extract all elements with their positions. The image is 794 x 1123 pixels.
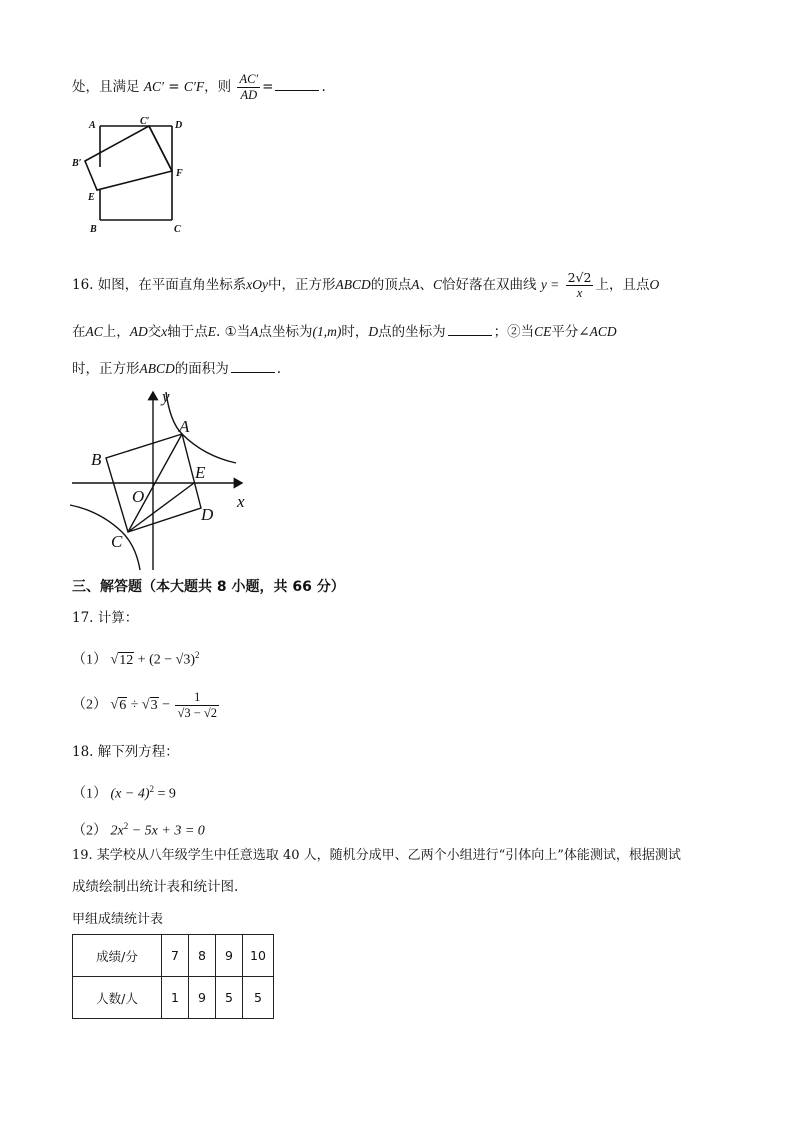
q16-text-1d: 恰好落在双曲线 [442, 277, 537, 293]
q16-text-1c: 的顶点 [370, 277, 412, 293]
q17-p2-div: ÷ [130, 697, 139, 713]
q16-coord: (1,m) [312, 324, 342, 339]
q16-hyperbola-upper [166, 392, 236, 463]
q16-x-axis: x [161, 324, 168, 339]
q15-label-B: B [90, 224, 97, 235]
q15-end: . [321, 79, 326, 95]
q16-point-a: A [411, 277, 420, 292]
q17-p2-label: （2） [72, 697, 107, 713]
q16-label-C: C [111, 532, 123, 551]
q15-fraction [237, 72, 260, 103]
q16-text-1a: 16. 如图，在平面直角坐标系 [72, 277, 247, 293]
q16-text-2e: . ①当 [216, 324, 251, 340]
sqrt-icon: √ [110, 652, 119, 668]
q16-label-E: E [195, 463, 206, 482]
q15-eq: = [262, 79, 274, 95]
q15-label-F: F [176, 168, 183, 179]
q17-p1-sqrt: 12 [119, 652, 134, 668]
q16-text-1b: 中，正方形 [268, 277, 336, 293]
q16-text-3c: . [276, 361, 282, 377]
q18-p2-label: （2） [72, 823, 107, 839]
q17-p1-plus: + [137, 652, 146, 668]
q15-label-E: E [88, 192, 95, 203]
table-cell: 5 [243, 977, 274, 1019]
q16-sep: 、 [419, 277, 433, 293]
q16-ce: CE [534, 324, 552, 339]
sqrt-icon: √ [110, 697, 119, 713]
q16-abcd2: ABCD [139, 361, 175, 376]
q16-point-d: D [368, 324, 379, 339]
q16-figure [66, 384, 266, 574]
table-cell: 1 [162, 977, 189, 1019]
table-cell: 9 [216, 935, 243, 977]
q15-answer-blank [275, 78, 319, 91]
q16-text-2b: 上， [102, 324, 130, 340]
q17-title: 17. 计算： [72, 610, 139, 626]
q16-text-2f: 点坐标为 [258, 324, 313, 340]
q16-point-o: O [649, 277, 660, 292]
q16-line-3 [72, 359, 281, 379]
q16-xoy: xOy [246, 277, 268, 292]
table-cell: 8 [189, 935, 216, 977]
q16-text-2c: 交 [147, 324, 162, 340]
q15-cond-lhs: AC′ [143, 79, 165, 94]
q15-frac-den: AD [240, 88, 258, 102]
q15-comma: ，则 [204, 79, 232, 95]
table-row [73, 935, 274, 977]
q15-cond-rhs: C′F [183, 79, 205, 94]
q16-blank-1 [448, 323, 492, 336]
q15-frac-num: AC′ [239, 72, 259, 86]
q18-p1-exp: 2 [149, 784, 154, 794]
q15-label-C: C [174, 224, 181, 235]
q17-p2-minus: − [162, 697, 170, 713]
q16-text-2h: 点的坐标为 [378, 324, 446, 340]
q17-p2-sqrt3: 3 [150, 697, 158, 713]
q15-condition-line [72, 72, 326, 103]
q16-text-2g: 时， [341, 324, 369, 340]
q15-folded-quad [85, 126, 172, 190]
q16-hyperbola-fraction [566, 270, 594, 301]
q16-abcd: ABCD [335, 277, 371, 292]
q16-line-1 [72, 270, 659, 301]
q17-part2 [72, 690, 221, 721]
q17-p1-exp: 2 [195, 650, 200, 660]
q16-hyperbola-lower [70, 505, 140, 570]
q18-title: 18. 解下列方程： [72, 744, 179, 760]
q18-p1-base: (x − 4) [110, 786, 150, 802]
q16-label-A: A [179, 417, 190, 436]
table-header-cell: 成绩/分 [73, 935, 162, 977]
q16-ac: AC [85, 324, 103, 339]
q17-p2-den: √3 − √2 [177, 706, 217, 720]
q17-p1-paren: (2 − √3) [149, 652, 195, 668]
q18-p2-rest: − 5x + 3 = 0 [131, 823, 205, 839]
q15-cond-eq: = [164, 79, 184, 95]
q19-line-2: 成绩绘制出统计表和统计图. [72, 879, 239, 895]
q16-y-eq: y = [540, 277, 560, 292]
table-header-cell: 人数/人 [73, 977, 162, 1019]
q16-text-3b: 的面积为 [174, 361, 229, 377]
table-cell: 9 [189, 977, 216, 1019]
q19-score-table [72, 934, 274, 1019]
q16-label-D: D [201, 505, 214, 524]
q17-p2-num: 1 [175, 690, 219, 706]
q19-table-title: 甲组成绩统计表 [72, 912, 164, 927]
q17-p2-sqrt6: 6 [119, 697, 127, 713]
q18-p1-rhs: = 9 [157, 786, 176, 802]
q16-hyp-num: 2√2 [567, 270, 592, 285]
q15-label-Bp: B′ [72, 158, 82, 169]
q18-part2 [72, 816, 205, 842]
q16-text-2j: 平分 [551, 324, 579, 340]
q16-point-e: E [207, 324, 217, 339]
q15-label-Cp: C′ [140, 116, 150, 127]
q18-p2-exp: 2 [123, 821, 129, 831]
q17-p1-label: （1） [72, 652, 107, 668]
q17-p2-fraction [175, 690, 219, 721]
q16-point-a2: A [250, 324, 259, 339]
table-cell: 5 [216, 977, 243, 1019]
q16-text-3a: 时，正方形 [72, 361, 140, 377]
q16-text-1e: 上，且点 [595, 277, 650, 293]
q15-label-A: A [89, 120, 96, 131]
q16-label-O: O [132, 487, 145, 506]
q18-p1-label: （1） [72, 786, 107, 802]
q15-prefix: 处，且满足 [72, 79, 140, 95]
q18-part1 [72, 779, 176, 805]
q16-angle: ∠ACD [578, 324, 617, 339]
q19-line-1: 19. 某学校从八年级学生中任意选取 40 人，随机分成甲、乙两个小组进行“引体向上”体能测试，根据测试 [72, 848, 681, 863]
table-row [73, 977, 274, 1019]
table-cell: 7 [162, 935, 189, 977]
q16-text-2d: 轴于点 [167, 324, 208, 340]
q16-hyp-den: x [576, 286, 583, 300]
q17-part1 [72, 645, 200, 671]
q16-label-x: x [237, 492, 245, 511]
q16-ad: AD [129, 324, 148, 339]
q16-label-y: y [162, 387, 170, 406]
q16-text-2a: 在 [72, 324, 86, 340]
table-cell: 10 [243, 935, 274, 977]
q15-figure [68, 112, 198, 240]
q16-blank-2 [231, 360, 275, 373]
sqrt-icon: √ [141, 697, 150, 713]
q16-line-2 [72, 322, 617, 342]
section3-heading: 三、解答题（本大题共 8 小题，共 66 分） [72, 579, 345, 595]
q16-text-2i: ；②当 [493, 324, 535, 340]
q15-label-D: D [175, 120, 183, 131]
q18-p2-a: 2x [110, 823, 124, 839]
q16-label-B: B [91, 450, 102, 469]
q15-fold-line-ce [149, 126, 172, 171]
q16-point-c: C [433, 277, 443, 292]
